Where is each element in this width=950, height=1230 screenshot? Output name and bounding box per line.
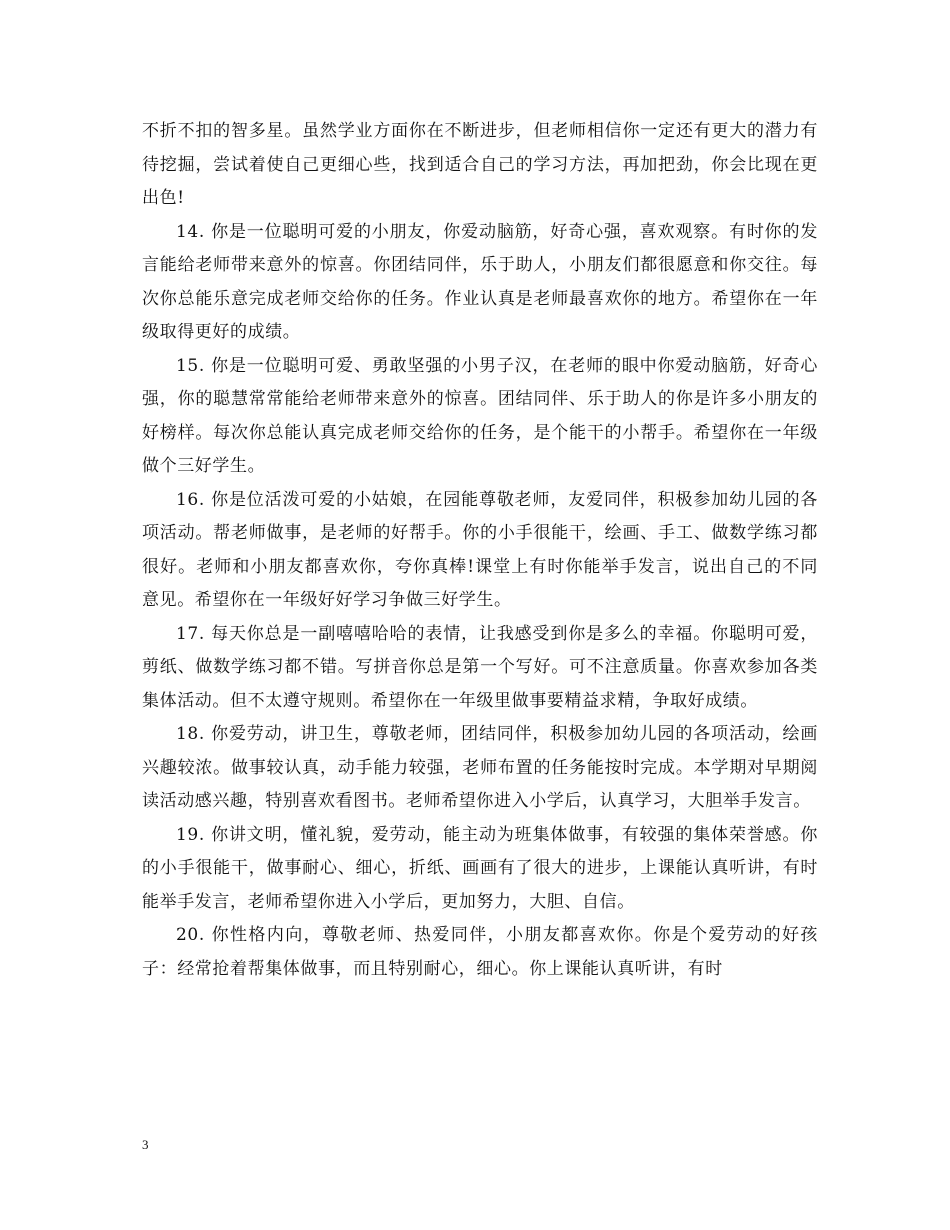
paragraph-comment-15: 15. 你是一位聪明可爱、勇敢坚强的小男子汉，在老师的眼中你爱动脑筋，好奇心强，你的聪慧常常能给老师带来意外的惊喜。团结同伴、乐于助人的你是许多小朋友的好榜样。每次你总能认真完成老师交给你的任务，是个能干的小帮手。希望你在一年级做个三好学生。 xyxy=(142,355,818,476)
paragraph-continuation: 不折不扣的智多星。虽然学业方面你在不断进步，但老师相信你一定还有更大的潜力有待挖掘，尝试着使自己更细心些，找到适合自己的学习方法，再加把劲，你会比现在更出色! xyxy=(142,121,818,208)
paragraph-comment-16: 16. 你是位活泼可爱的小姑娘，在园能尊敬老师，友爱同伴，积极参加幼儿园的各项活动。帮老师做事，是老师的好帮手。你的小手很能干，绘画、手工、做数学练习都很好。老师和小朋友都喜欢你，夸你真棒!课堂上有时你能举手发言，说出自己的不同意见。希望你在一年级好好学习争做三好学生。 xyxy=(142,489,818,610)
paragraph-comment-14: 14. 你是一位聪明可爱的小朋友，你爱动脑筋，好奇心强，喜欢观察。有时你的发言能给老师带来意外的惊喜。你团结同伴，乐于助人，小朋友们都很愿意和你交往。每次你总能乐意完成老师交给你的任务。作业认真是老师最喜欢你的地方。希望你在一年级取得更好的成绩。 xyxy=(142,221,818,342)
paragraph-comment-20: 20. 你性格内向，尊敬老师、热爱同伴，小朋友都喜欢你。你是个爱劳动的好孩子：经常抢着帮集体做事，而且特别耐心，细心。你上课能认真听讲，有时 xyxy=(142,925,818,979)
paragraph-comment-19: 19. 你讲文明，懂礼貌，爱劳动，能主动为班集体做事，有较强的集体荣誉感。你的小手很能干，做事耐心、细心，折纸、画画有了很大的进步，上课能认真听讲，有时能举手发言，老师希望你进入小学后，更加努力，大胆、自信。 xyxy=(142,824,818,912)
page-number: 3 xyxy=(142,1137,149,1152)
paragraph-comment-17: 17. 每天你总是一副嘻嘻哈哈的表情，让我感受到你是多么的幸福。你聪明可爱，剪纸、做数学练习都不错。写拼音你总是第一个写好。可不注意质量。你喜欢参加各类集体活动。但不太遵守规则。希望你在一年级里做事要精益求精，争取好成绩。 xyxy=(142,623,818,711)
paragraph-comment-18: 18. 你爱劳动，讲卫生，尊敬老师，团结同伴，积极参加幼儿园的各项活动，绘画兴趣较浓。做事较认真，动手能力较强，老师布置的任务能按时完成。本学期对早期阅读活动感兴趣，特别喜欢看图书。老师希望你进入小学后，认真学习，大胆举手发言。 xyxy=(142,724,818,811)
document-body xyxy=(142,115,818,986)
